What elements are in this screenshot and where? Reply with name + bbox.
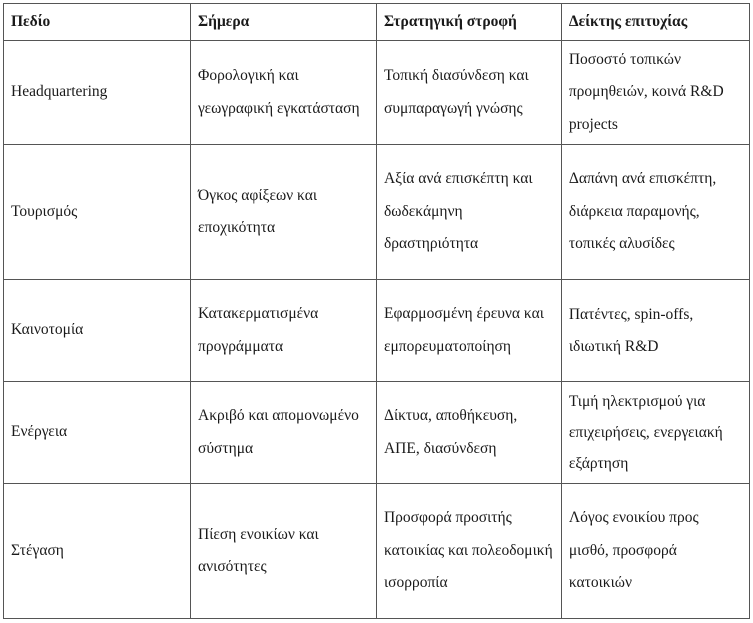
cell-field: Καινοτομία [4, 280, 191, 382]
cell-field: Τουρισμός [4, 145, 191, 280]
header-today: Σήμερα [191, 4, 377, 41]
cell-field: Headquartering [4, 41, 191, 145]
cell-metric: Λόγος ενοικίου προς μισθό, προσφορά κατοικιών [561, 484, 749, 619]
table-row [4, 382, 750, 484]
cell-strategy: Δίκτυα, αποθήκευση, ΑΠΕ, διασύνδεση [376, 382, 561, 484]
header-strategy: Στρατηγική στροφή [376, 4, 561, 41]
table-header-row [4, 4, 750, 41]
cell-metric: Τιμή ηλεκτρισμού για επιχειρήσεις, ενεργειακή εξάρτηση [561, 382, 749, 484]
cell-strategy: Αξία ανά επισκέπτη και δωδεκάμηνη δραστηριότητα [376, 145, 561, 280]
header-field: Πεδίο [4, 4, 191, 41]
strategy-table [3, 3, 750, 619]
cell-today: Κατακερματισμένα προγράμματα [191, 280, 377, 382]
cell-field: Ενέργεια [4, 382, 191, 484]
cell-metric: Ποσοστό τοπικών προμηθειών, κοινά R&D projects [561, 41, 749, 145]
table-row [4, 145, 750, 280]
cell-strategy: Τοπική διασύνδεση και συμπαραγωγή γνώσης [376, 41, 561, 145]
cell-today: Όγκος αφίξεων και εποχικότητα [191, 145, 377, 280]
cell-today: Πίεση ενοικίων και ανισότητες [191, 484, 377, 619]
table-row [4, 280, 750, 382]
cell-today: Φορολογική και γεωγραφική εγκατάσταση [191, 41, 377, 145]
cell-metric: Δαπάνη ανά επισκέπτη, διάρκεια παραμονής, τοπικές αλυσίδες [561, 145, 749, 280]
table-row [4, 484, 750, 619]
cell-metric: Πατέντες, spin-offs, ιδιωτική R&D [561, 280, 749, 382]
table-row [4, 41, 750, 145]
cell-field: Στέγαση [4, 484, 191, 619]
header-metric: Δείκτης επιτυχίας [561, 4, 749, 41]
cell-strategy: Εφαρμοσμένη έρευνα και εμπορευματοποίηση [376, 280, 561, 382]
cell-strategy: Προσφορά προσιτής κατοικίας και πολεοδομική ισορροπία [376, 484, 561, 619]
cell-today: Ακριβό και απομονωμένο σύστημα [191, 382, 377, 484]
